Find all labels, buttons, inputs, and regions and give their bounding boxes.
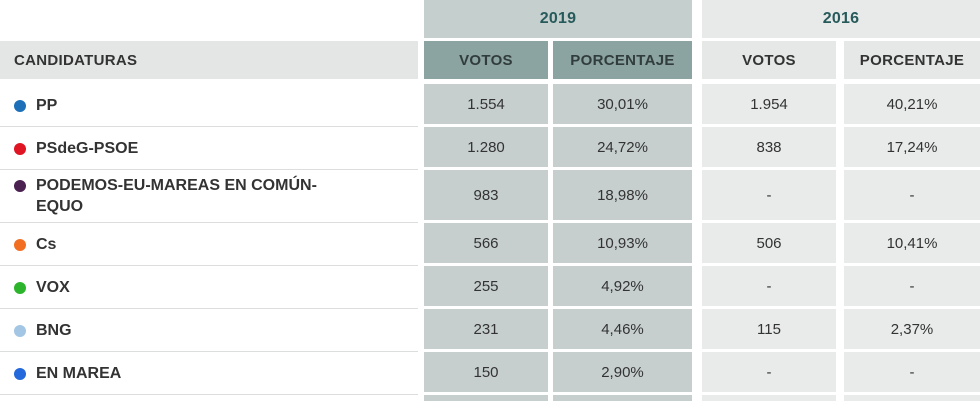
- party-label: [14, 277, 70, 298]
- partial-next-row-cell: [424, 395, 548, 401]
- party-color-dot-icon: [14, 180, 26, 192]
- party-cell: [0, 223, 418, 266]
- percentage-2019-cell: 18,98%: [553, 170, 692, 223]
- percentage-2016-cell: -: [844, 352, 980, 395]
- party-color-dot-icon: [14, 325, 26, 337]
- percentage-2016-cell: 40,21%: [844, 84, 980, 127]
- party-label: [14, 320, 72, 341]
- party-color-dot-icon: [14, 100, 26, 112]
- percentage-2019-cell: 10,93%: [553, 223, 692, 266]
- votes-2016-cell: 1.954: [702, 84, 836, 127]
- porcentaje-2019-column-header: PORCENTAJE: [553, 41, 692, 84]
- party-label: [14, 95, 57, 116]
- percentage-2016-cell: -: [844, 266, 980, 309]
- year-group-2019: 2019: [424, 0, 692, 41]
- party-cell: [0, 309, 418, 352]
- party-cell: [0, 352, 418, 395]
- votes-2016-cell: 838: [702, 127, 836, 170]
- votos-2016-column-header: VOTOS: [702, 41, 836, 84]
- party-color-dot-icon: [14, 239, 26, 251]
- votos-2019-column-header: VOTOS: [424, 41, 548, 84]
- porcentaje-2016-column-header: PORCENTAJE: [844, 41, 980, 84]
- percentage-2019-cell: 24,72%: [553, 127, 692, 170]
- partial-next-row-cell: [702, 395, 836, 401]
- candidaturas-column-header: CANDIDATURAS: [0, 41, 418, 84]
- party-cell: [0, 127, 418, 170]
- party-cell: [0, 266, 418, 309]
- party-label: [14, 234, 56, 255]
- percentage-2016-cell: -: [844, 170, 980, 223]
- votes-2016-cell: 115: [702, 309, 836, 352]
- party-cell: [0, 84, 418, 127]
- party-label: [14, 363, 121, 384]
- party-name: BNG: [36, 321, 72, 339]
- votes-2019-cell: 1.280: [424, 127, 548, 170]
- votes-2019-cell: 231: [424, 309, 548, 352]
- partial-next-row-cell: [844, 395, 980, 401]
- votes-2019-cell: 150: [424, 352, 548, 395]
- votes-2016-cell: 506: [702, 223, 836, 266]
- party-label: [14, 138, 138, 159]
- year-group-2016: 2016: [702, 0, 980, 41]
- party-name: EN MAREA: [36, 364, 122, 382]
- percentage-2019-cell: 4,92%: [553, 266, 692, 309]
- votes-2016-cell: -: [702, 352, 836, 395]
- votes-2019-cell: 566: [424, 223, 548, 266]
- party-color-dot-icon: [14, 368, 26, 380]
- percentage-2019-cell: 30,01%: [553, 84, 692, 127]
- party-cell: [0, 170, 418, 223]
- votes-2016-cell: -: [702, 170, 836, 223]
- party-name: PODEMOS-EU-MAREAS EN COMÚN-EQUO: [36, 177, 317, 215]
- votes-2019-cell: 983: [424, 170, 548, 223]
- party-name: PSdeG-PSOE: [36, 139, 139, 157]
- party-label: [14, 175, 346, 217]
- party-color-dot-icon: [14, 143, 26, 155]
- percentage-2019-cell: 2,90%: [553, 352, 692, 395]
- party-name: Cs: [36, 235, 57, 253]
- partial-next-row-cell: [553, 395, 692, 401]
- percentage-2016-cell: 10,41%: [844, 223, 980, 266]
- party-color-dot-icon: [14, 282, 26, 294]
- votes-2016-cell: -: [702, 266, 836, 309]
- percentage-2019-cell: 4,46%: [553, 309, 692, 352]
- percentage-2016-cell: 2,37%: [844, 309, 980, 352]
- votes-2019-cell: 1.554: [424, 84, 548, 127]
- party-name: PP: [36, 96, 58, 114]
- party-name: VOX: [36, 278, 70, 296]
- votes-2019-cell: 255: [424, 266, 548, 309]
- percentage-2016-cell: 17,24%: [844, 127, 980, 170]
